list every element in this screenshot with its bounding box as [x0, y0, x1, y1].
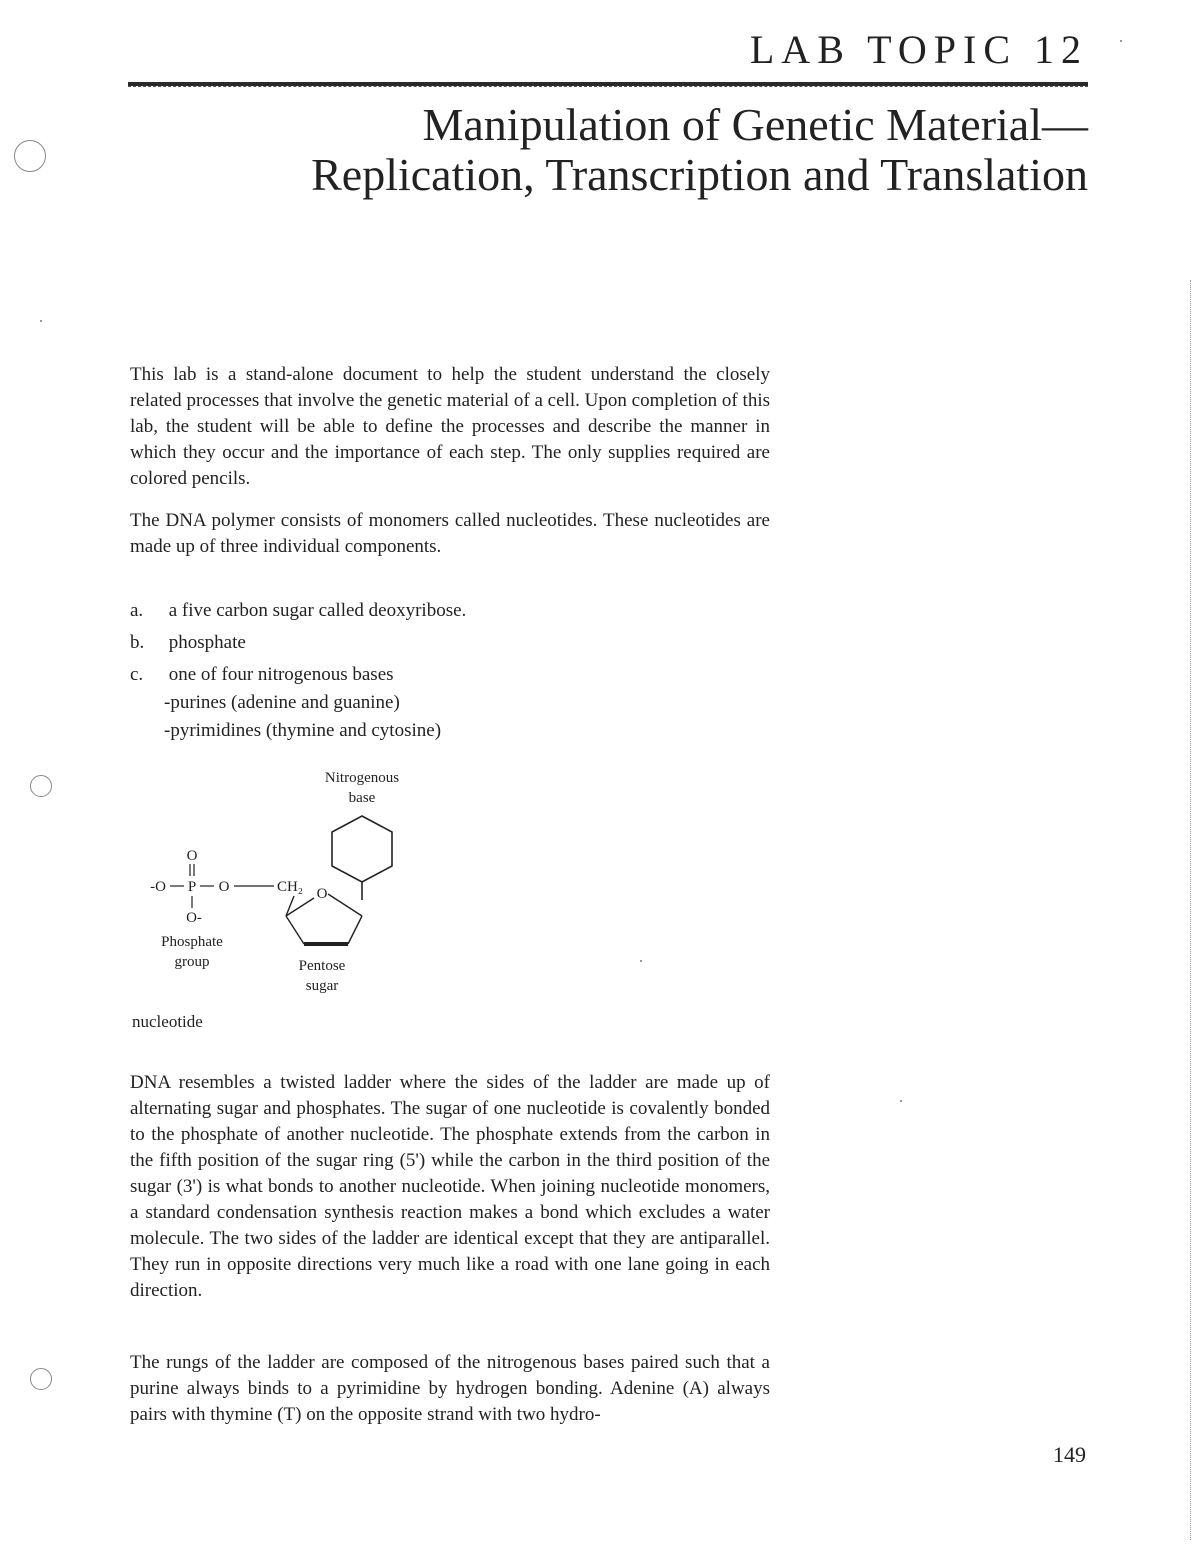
punch-hole	[30, 775, 52, 797]
phosphate-label-2: group	[174, 954, 210, 970]
dna-polymer-paragraph: The DNA polymer consists of monomers called nucleotides. These nucleotides are made up of three individual components.	[130, 510, 770, 557]
pentose-label-2: sugar	[305, 978, 339, 994]
list-item	[130, 629, 770, 661]
sugar-edge-4	[286, 916, 304, 944]
atom-o-mid: O	[218, 879, 230, 895]
ring-oxygen: O	[316, 886, 328, 902]
base-ring	[332, 816, 392, 882]
scan-edge	[1190, 280, 1192, 1540]
title-line-1: Manipulation of Genetic Material—	[422, 99, 1088, 150]
nitrogenous-label-1: Nitrogenous	[324, 770, 400, 786]
page-title	[311, 100, 1088, 200]
list-item-text: phosphate	[168, 632, 246, 653]
header-rule	[128, 82, 1088, 87]
atom-o-bottom: O-	[186, 910, 202, 926]
nucleotide-diagram	[130, 760, 450, 1000]
pyrimidines-line: -pyrimidines (thymine and cytosine)	[164, 720, 442, 741]
ch2-label: CH₂	[276, 879, 304, 895]
phosphate-label-1: Phosphate	[161, 934, 223, 950]
ladder-paragraph: DNA resembles a twisted ladder where the sides of the ladder are made up of alternating sugar and phosphates. The sugar of one nucleotide is covalently bonded to the phosphate of another nucleotide. The phosphate extends from the carbon in the fifth position of the sugar ring (5') while the carbon in the third position of the sugar (3') is what bonds to another nucleotide. When joining nucleotide monomers, a standard condensation synthesis reaction makes a bond which excludes a water molecule. The two sides of the ladder are identical except that they are antiparallel. They run in opposite directions very much like a road with one lane going in each direction.	[130, 1072, 770, 1301]
nitrogenous-label-2: base	[348, 790, 376, 806]
list-marker: b.	[130, 632, 145, 653]
list-marker: c.	[130, 664, 144, 685]
scan-speck	[40, 320, 42, 322]
purines-line: -purines (adenine and guanine)	[164, 692, 400, 713]
atom-o-top: O	[186, 848, 198, 864]
scan-speck	[640, 960, 642, 962]
pentose-label-1: Pentose	[298, 958, 346, 974]
list-item-text: one of four nitrogenous bases	[168, 664, 394, 685]
scan-speck	[1120, 40, 1122, 42]
list-item-text: a five carbon sugar called deoxyribose.	[168, 600, 467, 621]
diagram-caption: nucleotide	[132, 1012, 203, 1031]
list-marker: a.	[130, 600, 144, 621]
atom-o-left: -O	[150, 879, 166, 895]
components-list	[130, 597, 770, 693]
sugar-edge-2	[328, 894, 362, 916]
list-item	[130, 597, 770, 629]
title-line-2: Replication, Transcription and Translation	[311, 149, 1088, 200]
punch-hole	[30, 1368, 52, 1390]
rungs-paragraph: The rungs of the ladder are composed of the nitrogenous bases paired such that a purine always binds to a pyrimidine by hydrogen bonding. Adenine (A) always pairs with thymine (T) on the opposite strand with two hydro-	[130, 1352, 770, 1425]
page-number: 149	[1053, 1442, 1086, 1467]
intro-paragraph: This lab is a stand-alone document to help the student understand the closely related processes that involve the genetic material of a cell. Upon completion of this lab, the student will be able to define the processes and describe the manner in which they occur and the importance of each step. The only supplies required are colored pencils.	[130, 364, 770, 489]
sugar-edge-3	[348, 916, 362, 944]
punch-hole	[14, 140, 46, 172]
list-item	[130, 661, 770, 693]
atom-p: P	[187, 879, 197, 895]
scan-speck	[900, 1100, 902, 1102]
lab-topic-heading: LAB TOPIC 12	[749, 27, 1088, 72]
